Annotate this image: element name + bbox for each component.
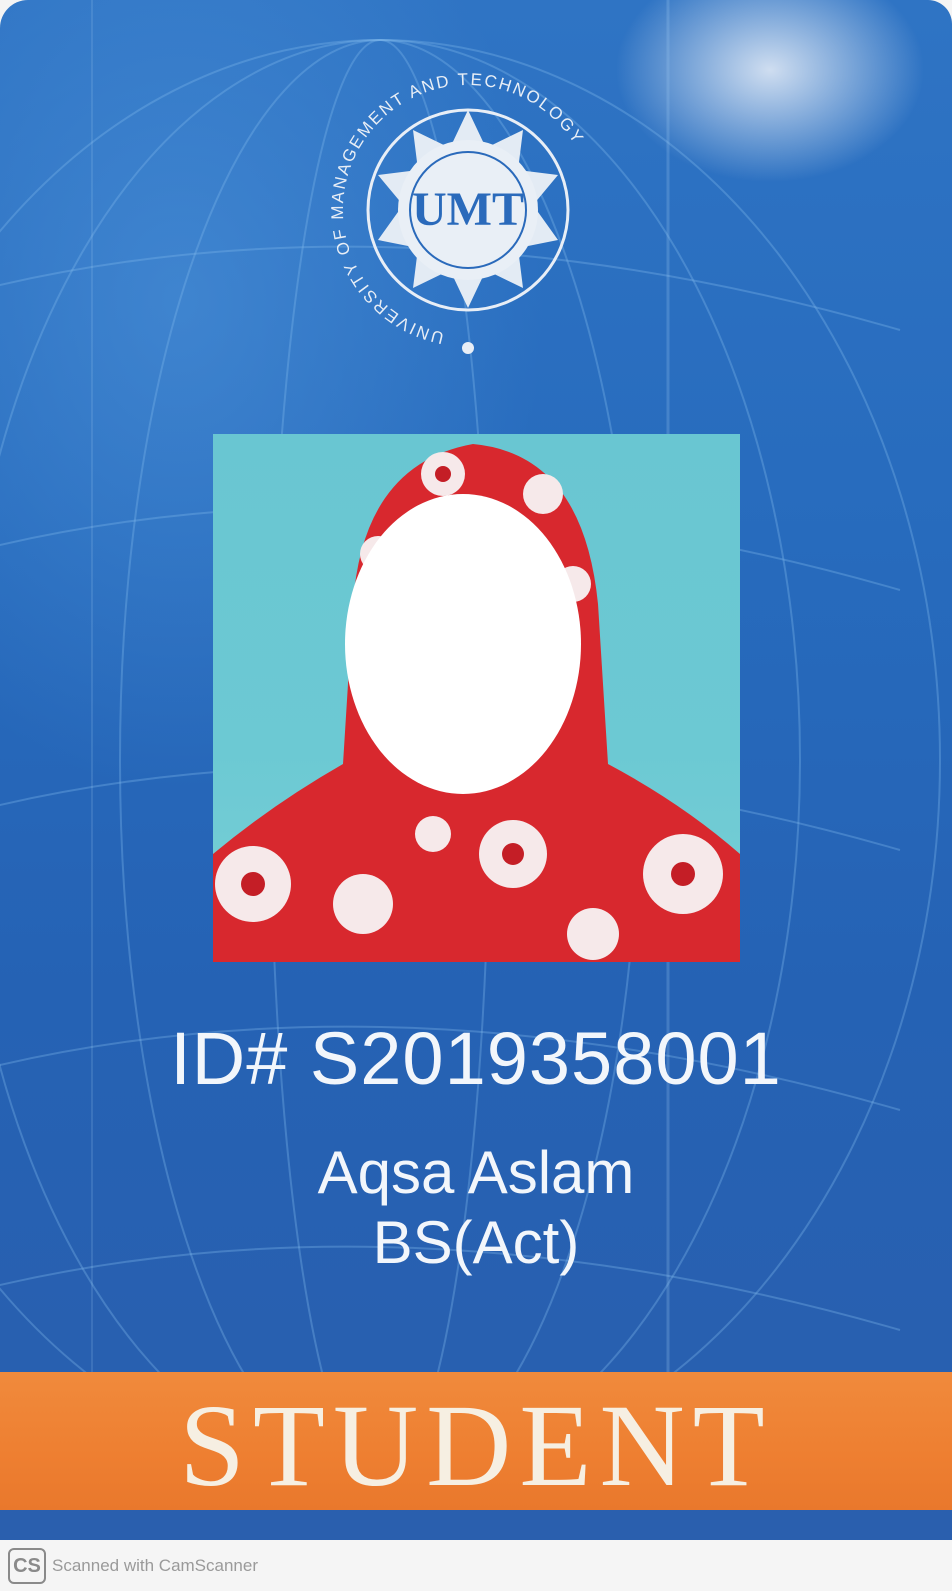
student-program: BS(Act) xyxy=(372,1209,580,1276)
scanner-footer xyxy=(0,1540,952,1591)
portrait-photo xyxy=(213,434,740,962)
portrait-figure xyxy=(213,434,740,962)
umt-seal-logo xyxy=(318,70,618,360)
camscanner-logo: CS xyxy=(8,1548,46,1584)
scanner-watermark-text: Scanned with CamScanner xyxy=(52,1556,259,1575)
umt-emblem-text: UMT xyxy=(412,183,524,236)
student-id-number: ID# S2019358001 xyxy=(170,1017,782,1100)
redacted-face xyxy=(345,494,581,794)
umt-ring-text: UNIVERSITY OF MANAGEMENT AND TECHNOLOGY xyxy=(327,70,588,348)
student-band-label: STUDENT xyxy=(179,1380,773,1511)
student-name: Aqsa Aslam xyxy=(317,1139,635,1206)
